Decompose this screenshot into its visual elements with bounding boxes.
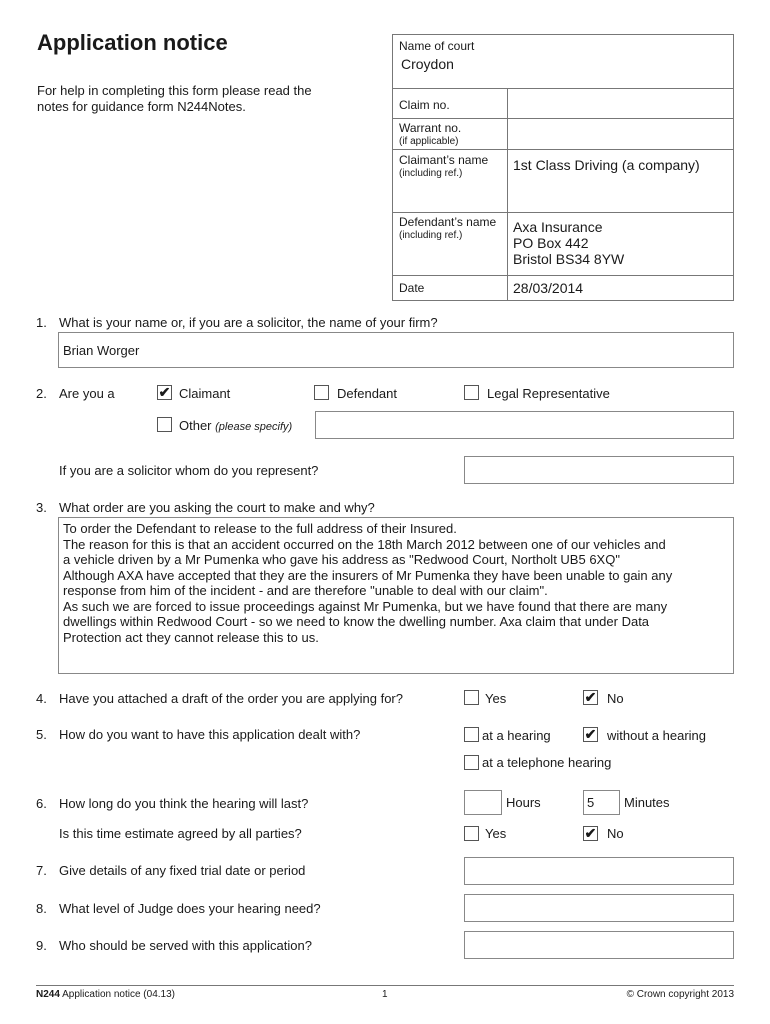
agreed-no-label: No — [607, 826, 624, 841]
order-line: Protection act they cannot release this to us. — [63, 629, 319, 645]
question-number: 4. — [36, 691, 47, 706]
defendant-field[interactable] — [513, 219, 624, 267]
other-option-label — [179, 418, 292, 433]
telephone-hearing-label: at a telephone hearing — [482, 755, 612, 770]
order-line: The reason for this is that an accident occurred on the 18th March 2012 between one of our vehicles and — [63, 536, 666, 552]
question-number: 5. — [36, 727, 47, 742]
claimant-label: Claimant’s name — [399, 153, 489, 167]
question-1-text: What is your name or, if you are a solicitor, the name of your firm? — [59, 315, 438, 330]
question-number: 2. — [36, 386, 47, 401]
name-of-court-label: Name of court — [399, 39, 475, 53]
agreed-no-checkbox[interactable]: ✔ — [584, 825, 597, 841]
defendant-label: Defendant’s name — [399, 215, 497, 229]
order-line: response from him of the incident - and are therefore "unable to deal with our claim". — [63, 583, 548, 598]
question-number: 6. — [36, 796, 47, 811]
footer-form-name — [36, 989, 175, 1000]
divider — [393, 88, 733, 89]
legal-representative-checkbox[interactable] — [464, 385, 479, 400]
order-line: a vehicle driven by a Mr Pumenka who gave his address as "Redwood Court, Northolt UB5 6XQ" — [63, 552, 620, 567]
date-label: Date — [399, 281, 425, 295]
order-line: dwellings within Redwood Court - so we need to know the dwelling number. Axa claim that under Data — [63, 614, 650, 629]
name-value: Brian Worger — [63, 343, 140, 358]
form-code: N244 — [36, 989, 60, 1000]
footer-divider — [36, 985, 734, 986]
date-field[interactable]: 28/03/2014 — [513, 280, 584, 296]
question-6-text: How long do you think the hearing will last? — [59, 796, 309, 811]
question-number: 3. — [36, 500, 47, 515]
defendant-option-label: Defendant — [337, 386, 397, 401]
order-line: Although AXA have accepted that they are the insurers of Mr Pumenka they have been unable to gain any — [63, 567, 673, 583]
question-4-text: Have you attached a draft of the order you are applying for? — [59, 691, 403, 706]
name-input[interactable] — [58, 332, 734, 368]
solicitor-question-text: If you are a solicitor whom do you represent? — [59, 463, 319, 478]
divider — [393, 149, 733, 150]
question-9-text: Who should be served with this application? — [59, 938, 312, 953]
claim-no-label: Claim no. — [399, 98, 450, 112]
other-label: Other — [179, 418, 212, 433]
warrant-no-field[interactable] — [513, 125, 723, 145]
order-reason-textarea[interactable] — [58, 517, 734, 674]
question-number: 8. — [36, 901, 47, 916]
claimant-checkbox[interactable]: ✔ — [158, 384, 171, 400]
defendant-sub: (including ref.) — [399, 230, 463, 241]
page-title: Application notice — [37, 30, 228, 55]
copyright: © Crown copyright 2013 — [626, 989, 734, 1000]
question-number: 9. — [36, 938, 47, 953]
hours-label: Hours — [506, 795, 541, 810]
help-text: For help in completing this form please read the notes for guidance form N244Notes. — [37, 83, 312, 114]
other-checkbox[interactable] — [157, 417, 172, 432]
agreed-question-text: Is this time estimate agreed by all parties? — [59, 826, 302, 841]
page-number: 1 — [382, 989, 388, 1000]
other-specify-hint: (please specify) — [215, 421, 293, 433]
draft-yes-checkbox[interactable] — [464, 690, 479, 705]
agreed-yes-checkbox[interactable] — [464, 826, 479, 841]
warrant-no-sub: (if applicable) — [399, 136, 459, 147]
order-line: As such we are forced to issue proceedings against Mr Pumenka, but we have found that there are many — [63, 598, 668, 614]
draft-yes-label: Yes — [485, 691, 507, 706]
legal-representative-option-label: Legal Representative — [487, 386, 610, 401]
defendant-line: Bristol BS34 8YW — [513, 251, 625, 267]
served-with-input[interactable] — [464, 931, 734, 959]
claimant-option-label: Claimant — [179, 386, 231, 401]
minutes-input[interactable] — [583, 790, 620, 815]
judge-level-input[interactable] — [464, 894, 734, 922]
form-name: Application notice (04.13) — [62, 989, 175, 1000]
draft-no-label: No — [607, 691, 624, 706]
hours-input[interactable] — [464, 790, 502, 815]
claim-no-field[interactable] — [513, 96, 723, 116]
at-hearing-label: at a hearing — [482, 728, 551, 743]
solicitor-represent-input[interactable] — [464, 456, 734, 484]
question-number: 7. — [36, 863, 47, 878]
telephone-hearing-checkbox[interactable] — [464, 755, 479, 770]
at-hearing-checkbox[interactable] — [464, 727, 479, 742]
defendant-line: PO Box 442 — [513, 235, 589, 251]
divider — [393, 212, 733, 213]
without-hearing-checkbox[interactable]: ✔ — [584, 726, 597, 742]
without-hearing-label: without a hearing — [607, 728, 707, 743]
agreed-yes-label: Yes — [485, 826, 507, 841]
divider — [393, 275, 733, 276]
other-specify-input[interactable] — [315, 411, 734, 439]
question-7-text: Give details of any fixed trial date or period — [59, 863, 306, 878]
order-line: To order the Defendant to release to the full address of their Insured. — [63, 521, 457, 536]
question-5-text: How do you want to have this application dealt with? — [59, 727, 361, 742]
claimant-field[interactable]: 1st Class Driving (a company) — [513, 157, 700, 173]
divider — [507, 88, 508, 300]
question-2-text: Are you a — [59, 386, 115, 401]
claimant-sub: (including ref.) — [399, 168, 463, 179]
court-info-table — [392, 34, 734, 301]
defendant-checkbox[interactable] — [314, 385, 329, 400]
draft-no-checkbox[interactable]: ✔ — [584, 689, 597, 705]
question-8-text: What level of Judge does your hearing need? — [59, 901, 321, 916]
trial-date-input[interactable] — [464, 857, 734, 885]
warrant-no-label: Warrant no. — [399, 121, 462, 135]
minutes-value: 5 — [587, 795, 595, 810]
question-number: 1. — [36, 315, 47, 330]
divider — [393, 118, 733, 119]
question-3-text: What order are you asking the court to make and why? — [59, 500, 375, 515]
name-of-court-field[interactable]: Croydon — [401, 56, 454, 72]
defendant-line: Axa Insurance — [513, 219, 603, 235]
minutes-label: Minutes — [624, 795, 670, 810]
